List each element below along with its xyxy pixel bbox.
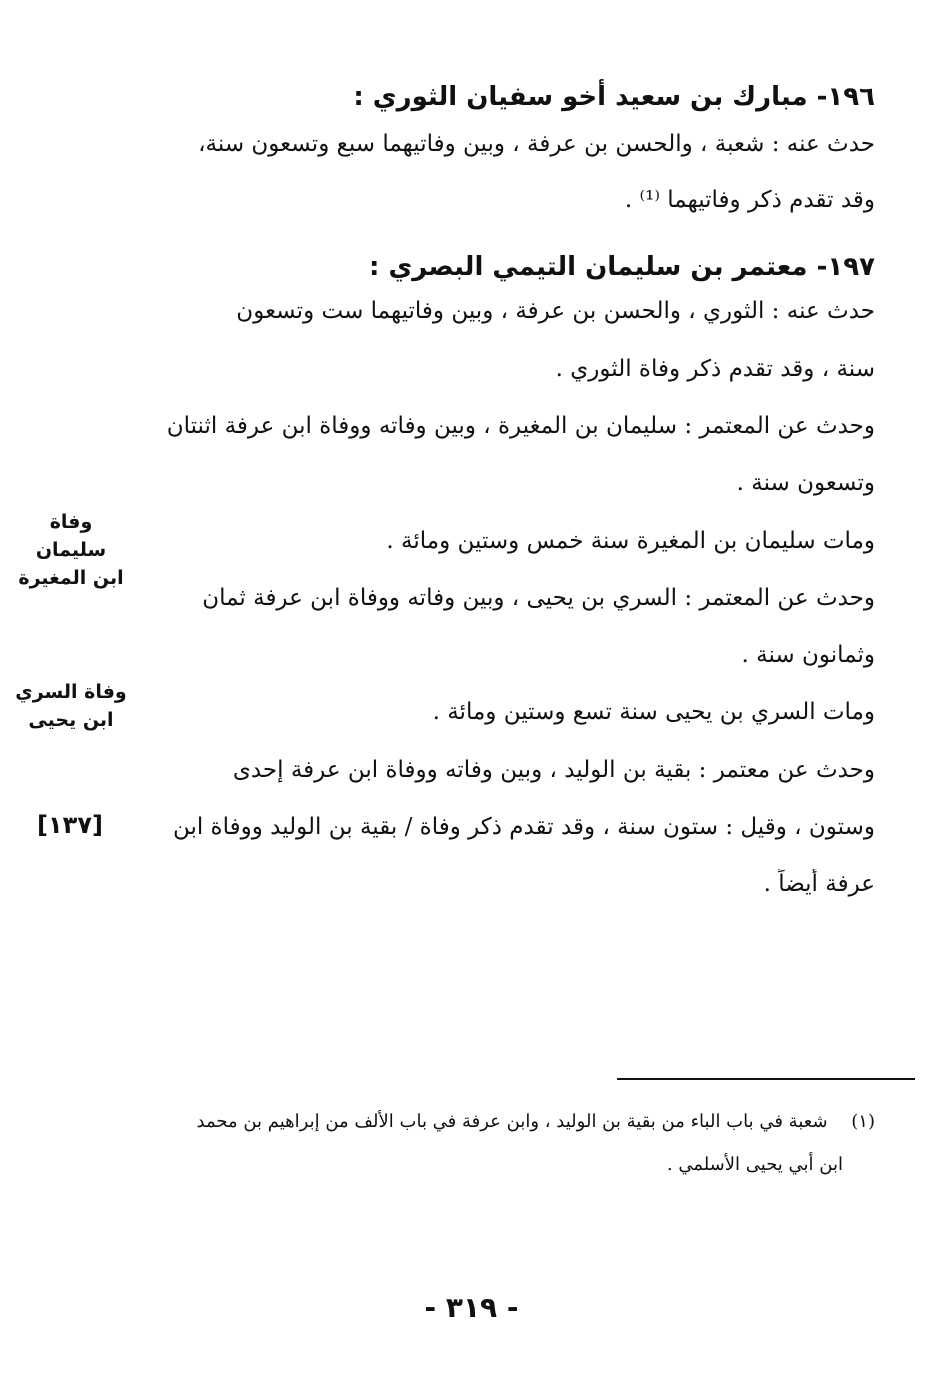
page-number: - ٣١٩ - xyxy=(424,1291,519,1324)
entry-197-line-2: سنة ، وقد تقدم ذكر وفاة الثوري . xyxy=(555,356,875,382)
footnote-text-1: شعبة في باب الباء من بقية بن الوليد ، وابن عرفة في باب الألف من إبراهيم بن محمد xyxy=(196,1111,828,1132)
margin-note-sari xyxy=(12,678,130,734)
entry-197-line-3: وحدث عن المعتمر : سليمان بن المغيرة ، وبين وفاته ووفاة ابن عرفة اثنتان xyxy=(166,413,875,439)
entry-197-line-8: ومات السري بن يحيى سنة تسع وستين ومائة . xyxy=(432,699,875,725)
footnote-line-1 xyxy=(140,1107,875,1137)
manuscript-page-reference: [١٣٧] xyxy=(37,811,103,839)
footnote-marker: (١) xyxy=(851,1111,875,1132)
footnote-line-2: ابن أبي يحيى الأسلمي . xyxy=(666,1154,843,1175)
margin-note-line: وفاة السري xyxy=(15,681,127,703)
margin-note-line: وفاة سليمان xyxy=(35,511,107,561)
margin-note-line: ابن يحيى xyxy=(28,709,114,731)
entry-197-line-5: ومات سليمان بن المغيرة سنة خمس وستين ومائة . xyxy=(386,528,875,554)
entry-197-line-6: وحدث عن المعتمر : السري بن يحيى ، وبين وفاته ووفاة ابن عرفة ثمان xyxy=(202,585,875,611)
footnote-divider xyxy=(617,1078,915,1080)
entry-197-line-10: وستون ، وقيل : ستون سنة ، وقد تقدم ذكر وفاة / بقية بن الوليد ووفاة ابن xyxy=(172,814,875,840)
entry-197-line-9: وحدث عن معتمر : بقية بن الوليد ، وبين وفاته ووفاة ابن عرفة إحدى xyxy=(232,757,875,783)
entry-196-line-2: وقد تقدم ذكر وفاتيهما ⁽¹⁾ . xyxy=(624,187,875,213)
entry-heading-196: ١٩٦- مبارك بن سعيد أخو سفيان الثوري : xyxy=(353,82,875,112)
entry-197-line-7: وثمانون سنة . xyxy=(741,642,875,668)
margin-note-line: ابن المغيرة xyxy=(18,567,124,589)
entry-197-line-4: وتسعون سنة . xyxy=(736,470,875,496)
margin-note-suleiman xyxy=(12,508,130,592)
entry-heading-197: ١٩٧- معتمر بن سليمان التيمي البصري : xyxy=(369,252,875,282)
entry-197-line-1: حدث عنه : الثوري ، والحسن بن عرفة ، وبين وفاتيهما ست وتسعون xyxy=(236,298,875,324)
entry-197-line-11: عرفة أيضاً . xyxy=(763,871,875,897)
entry-196-line-1: حدث عنه : شعبة ، والحسن بن عرفة ، وبين وفاتيهما سبع وتسعون سنة، xyxy=(198,131,875,157)
